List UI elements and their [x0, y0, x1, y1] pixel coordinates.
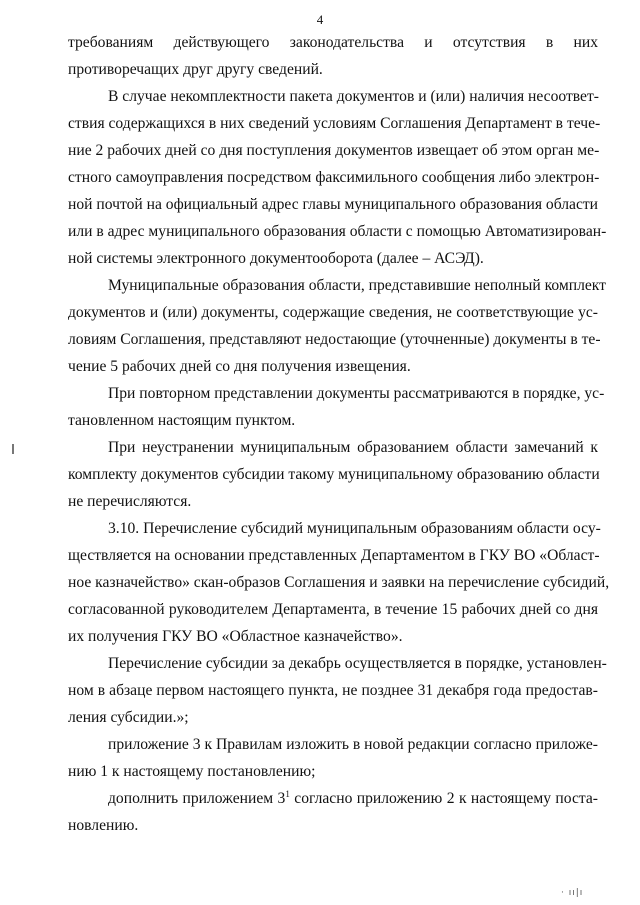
text-line-part: дополнить приложением 3 — [108, 790, 286, 807]
text-line: согласованной руководителем Департамента, в течение 15 рабочих дней со дня — [68, 601, 598, 618]
text-line: приложение 3 к Правилам изложить в новой редакции согласно приложе- — [108, 736, 598, 753]
superscript: 1 — [285, 789, 290, 799]
text-line: противоречащих друг другу сведений. — [68, 61, 323, 78]
margin-mark — [12, 444, 14, 454]
text-line: стного самоуправления посредством факсимильного сообщения либо электрон- — [68, 169, 600, 186]
page-number: 4 — [316, 12, 324, 27]
text-line: требованиям действующего законодательства и отсутствия в них — [68, 34, 598, 51]
text-line: чение 5 рабочих дней со дня получения извещения. — [68, 358, 411, 375]
text-line: ное казначейство» скан-образов Соглашения и заявки на перечисление субсидий, — [68, 574, 610, 591]
text-line: ствия содержащихся в них сведений условиям Соглашения Департамент в тече- — [68, 115, 601, 132]
text-line: их получения ГКУ ВО «Областное казначейство». — [68, 628, 403, 645]
text-line: или в адрес муниципального образования области с помощью Автоматизирован- — [68, 223, 607, 240]
text-line: комплекту документов субсидии такому муниципальному образованию области — [68, 466, 600, 483]
text-line: При повторном представлении документы рассматриваются в порядке, ус- — [108, 385, 605, 402]
text-line: ние 2 рабочих дней со дня поступления документов извещает об этом орган ме- — [68, 142, 600, 159]
text-line: тановленном настоящим пунктом. — [68, 412, 296, 429]
text-line: При неустранении муниципальным образованием области замечаний к — [108, 439, 598, 456]
text-line: ной системы электронного документооборота (далее – АСЭД). — [68, 250, 484, 267]
text-line: ления субсидии.»; — [68, 709, 189, 726]
footer-marks: · ıı|ı — [561, 888, 584, 898]
text-line: ном в абзаце первом настоящего пункта, не позднее 31 декабря года предостав- — [68, 682, 598, 699]
text-line: 3.10. Перечисление субсидий муниципальным образованиям области осу- — [108, 520, 601, 537]
text-line: не перечисляются. — [68, 493, 192, 510]
text-line: Перечисление субсидии за декабрь осуществляется в порядке, установлен- — [108, 655, 607, 672]
text-line: ной почтой на официальный адрес главы муниципального образования области — [68, 196, 599, 213]
text-line: ществляется на основании представленных Департаментом в ГКУ ВО «Област- — [68, 547, 600, 564]
text-line: нию 1 к настоящему постановлению; — [68, 763, 316, 780]
text-line-part: согласно приложению 2 к настоящему поста- — [289, 790, 598, 807]
text-line: В случае некомплектности пакета документов и (или) наличия несоответ- — [108, 88, 599, 105]
text-line: новлению. — [68, 817, 139, 834]
text-line: ловиям Соглашения, представляют недостающие (уточненные) документы в те- — [68, 331, 601, 348]
text-line: Муниципальные образования области, представившие неполный комплект — [108, 277, 606, 294]
text-line — [108, 789, 598, 809]
text-line: документов и (или) документы, содержащие сведения, не соответствующие ус- — [68, 304, 598, 321]
